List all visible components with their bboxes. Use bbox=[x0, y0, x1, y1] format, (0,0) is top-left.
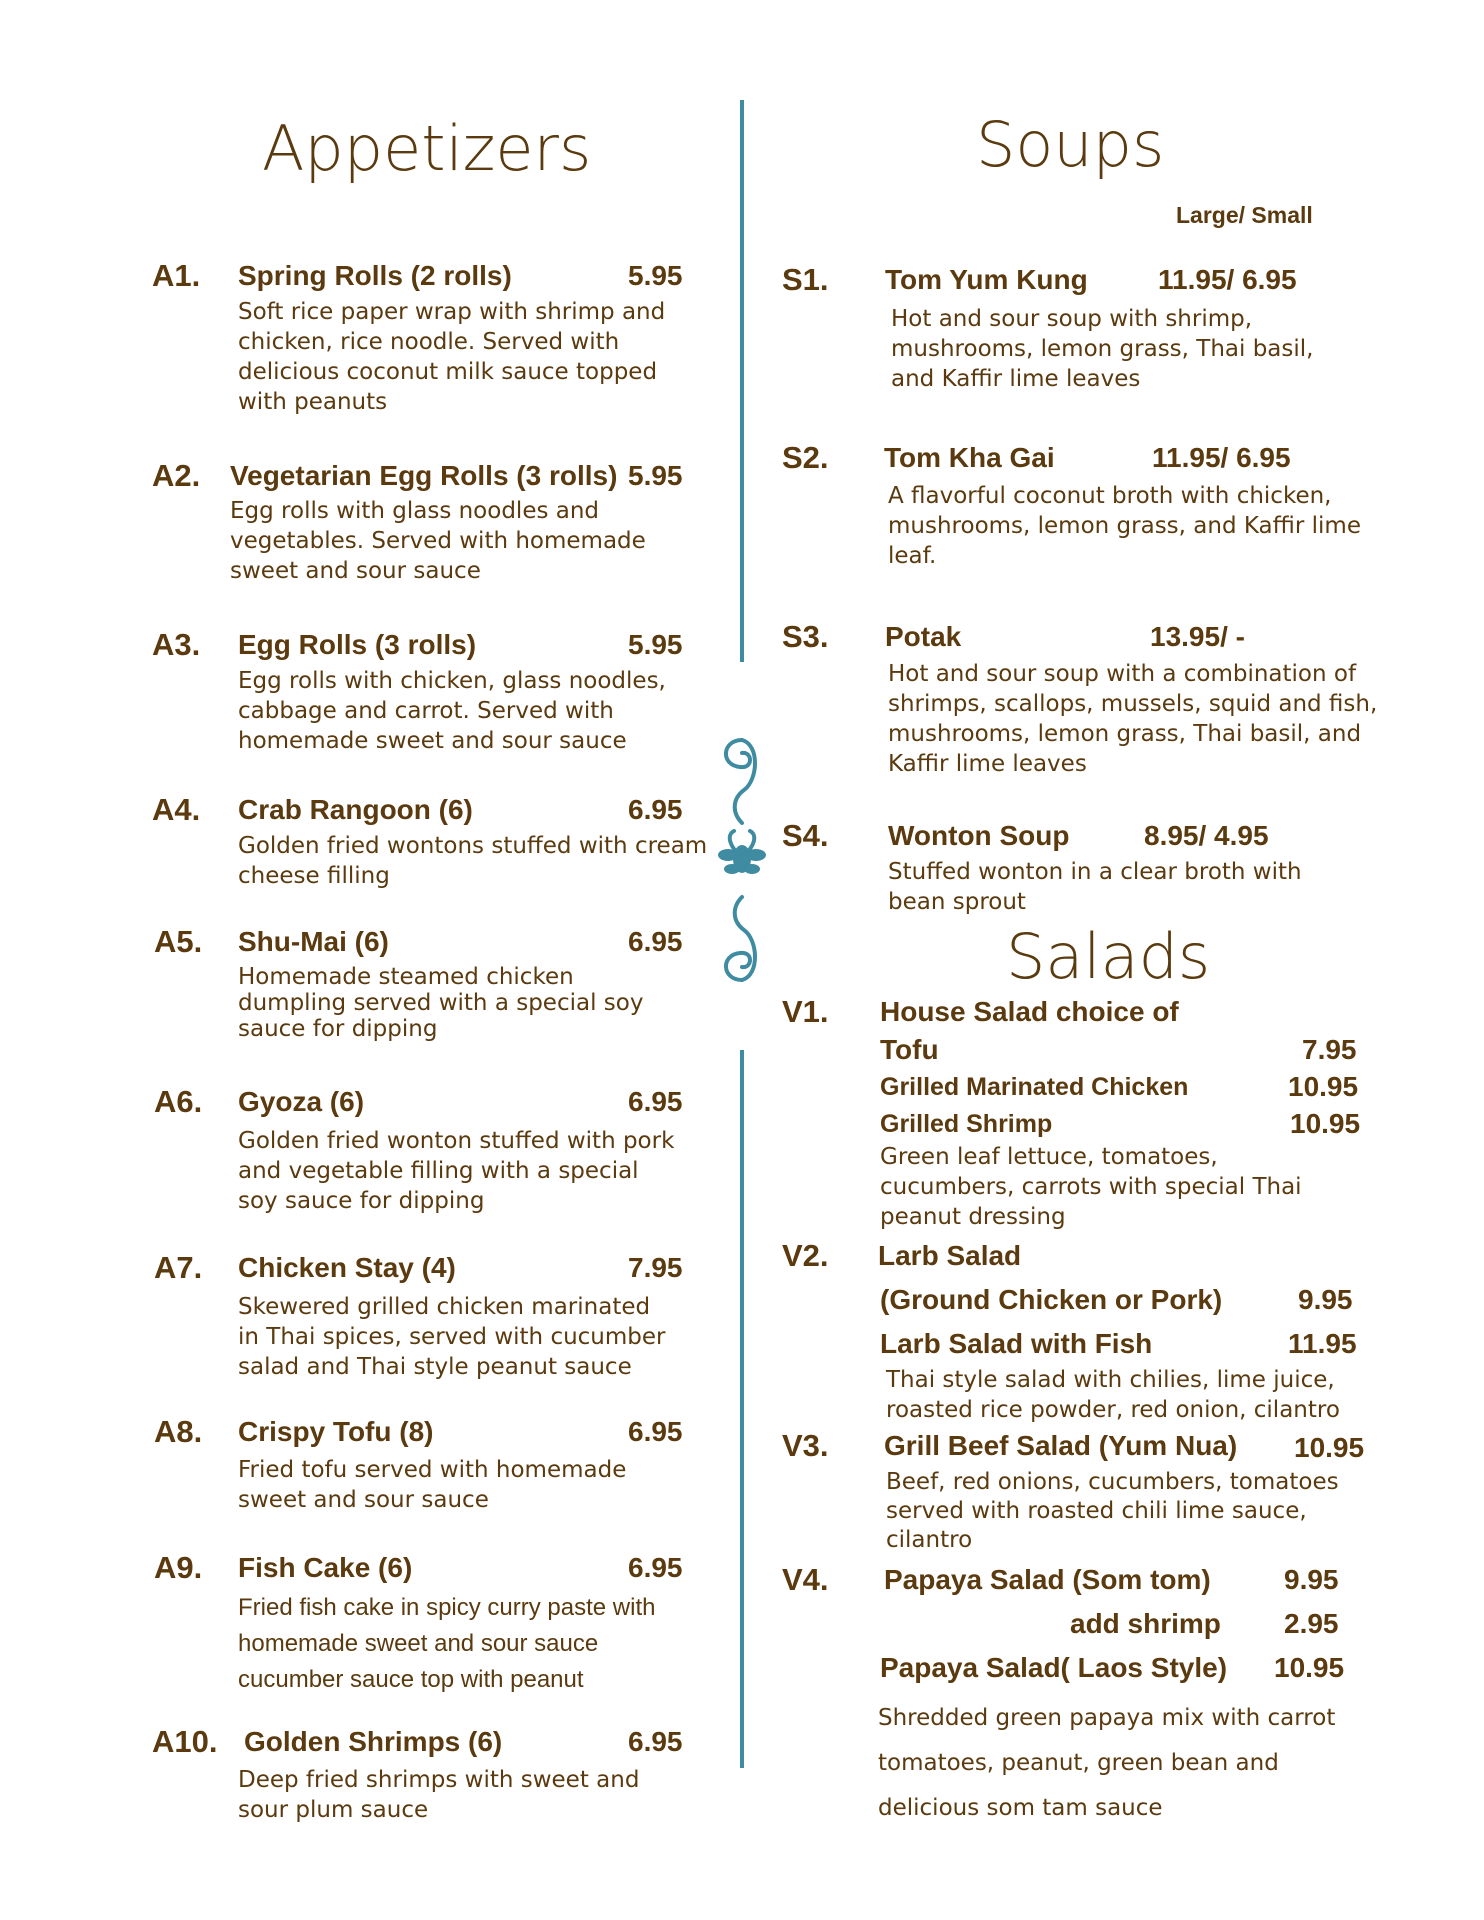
item-price: 6.95 bbox=[628, 1416, 683, 1447]
item-description: Fried fish cake in spicy curry paste with homemade sweet and sour sauce cucumber sauce top with peanut bbox=[238, 1594, 656, 1693]
item-code: V2. bbox=[782, 1238, 829, 1273]
item-name: Gyoza (6) bbox=[238, 1086, 365, 1117]
item-name: Potak bbox=[885, 621, 962, 652]
item-code: A6. bbox=[154, 1084, 203, 1119]
appetizers-title: Appetizers bbox=[262, 112, 592, 185]
item-price: 11.95/ 6.95 bbox=[1158, 264, 1297, 295]
item-price: 5.95 bbox=[628, 260, 683, 291]
item-name: Fish Cake (6) bbox=[238, 1552, 413, 1583]
item-name: Shu-Mai (6) bbox=[238, 926, 389, 957]
item-price: 6.95 bbox=[628, 1726, 683, 1757]
item-name: House Salad choice of bbox=[880, 996, 1179, 1027]
item-description: Beef, red onions, cucumbers, tomatoes served with roasted chili lime sauce, cilantro bbox=[886, 1469, 1339, 1553]
item-price: 9.95 bbox=[1284, 1564, 1339, 1595]
scroll-ornament-icon bbox=[712, 735, 772, 985]
item-code: S4. bbox=[782, 818, 829, 853]
item-description: Golden fried wonton stuffed with pork and vegetable filling with a special soy sauce for dipping bbox=[238, 1128, 675, 1214]
item-description: Thai style salad with chilies, lime juice, roasted rice powder, red onion, cilantro bbox=[886, 1367, 1340, 1423]
option-fish: Larb Salad with Fish bbox=[880, 1328, 1153, 1359]
item-code: A7. bbox=[154, 1250, 203, 1285]
item-code: A5. bbox=[154, 924, 203, 959]
item-code: A2. bbox=[152, 458, 201, 493]
item-price: 6.95 bbox=[628, 1552, 683, 1583]
item-price: 11.95/ 6.95 bbox=[1152, 442, 1291, 473]
column-divider-bottom bbox=[740, 1050, 744, 1768]
item-name: Vegetarian Egg Rolls (3 rolls) bbox=[230, 460, 618, 491]
item-description: Fried tofu served with homemade sweet and sour sauce bbox=[238, 1457, 627, 1513]
item-description: Skewered grilled chicken marinated in Thai spices, served with cucumber salad and Thai style peanut sauce bbox=[238, 1294, 666, 1380]
item-code: V4. bbox=[782, 1562, 829, 1597]
item-price: 6.95 bbox=[628, 1086, 683, 1117]
item-code: A10. bbox=[152, 1724, 218, 1759]
addon-shrimp: add shrimp bbox=[1070, 1608, 1221, 1639]
item-name: Egg Rolls (3 rolls) bbox=[238, 629, 477, 660]
item-price: 5.95 bbox=[628, 460, 683, 491]
salads-title: Salads bbox=[1006, 920, 1211, 993]
item-description: Hot and sour soup with a combination of shrimps, scallops, mussels, squid and fish, mushrooms, lemon grass, Thai basil, and Kaffir lime leaves bbox=[888, 661, 1378, 777]
item-description: Deep fried shrimps with sweet and sour plum sauce bbox=[238, 1767, 640, 1823]
item-description: Soft rice paper wrap with shrimp and chicken, rice noodle. Served with delicious coconut milk sauce topped with peanuts bbox=[238, 299, 666, 415]
soup-size-header: Large/ Small bbox=[1176, 202, 1313, 228]
item-name: Grill Beef Salad (Yum Nua) bbox=[884, 1430, 1238, 1461]
item-description: Egg rolls with glass noodles and vegetables. Served with homemade sweet and sour sauce bbox=[230, 498, 646, 584]
item-price: 5.95 bbox=[628, 629, 683, 660]
item-name: Golden Shrimps (6) bbox=[244, 1726, 503, 1757]
item-code: A8. bbox=[154, 1414, 203, 1449]
item-description: A flavorful coconut broth with chicken, mushrooms, lemon grass, and Kaffir lime leaf. bbox=[888, 483, 1361, 569]
item-code: A9. bbox=[154, 1550, 203, 1585]
option-laos-style-price: 10.95 bbox=[1274, 1652, 1345, 1683]
item-price: 6.95 bbox=[628, 794, 683, 825]
item-description: Golden fried wontons stuffed with cream cheese filling bbox=[238, 833, 708, 889]
option-shrimp: Grilled Shrimp bbox=[880, 1110, 1053, 1138]
item-code: A4. bbox=[152, 792, 201, 827]
item-description: Hot and sour soup with shrimp, mushrooms, lemon grass, Thai basil, and Kaffir lime leaves bbox=[891, 306, 1314, 392]
item-name: Spring Rolls (2 rolls) bbox=[238, 260, 512, 291]
item-description: Shredded green papaya mix with carrot tomatoes, peanut, green bean and delicious som tam sauce bbox=[878, 1705, 1336, 1821]
item-name: Chicken Stay (4) bbox=[238, 1252, 456, 1283]
item-price: 7.95 bbox=[628, 1252, 683, 1283]
item-description: Egg rolls with chicken, glass noodles, cabbage and carrot. Served with homemade sweet and sour sauce bbox=[238, 668, 666, 754]
item-price: 6.95 bbox=[628, 926, 683, 957]
soups-title: Soups bbox=[976, 108, 1165, 181]
item-code: S2. bbox=[782, 440, 829, 475]
item-code: S1. bbox=[782, 262, 829, 297]
item-code: V3. bbox=[782, 1428, 829, 1463]
item-price: 13.95/ - bbox=[1150, 621, 1245, 652]
option-fish-price: 11.95 bbox=[1288, 1328, 1357, 1359]
column-divider-top bbox=[740, 100, 744, 662]
item-name: Wonton Soup bbox=[888, 820, 1070, 851]
item-name: Larb Salad bbox=[878, 1240, 1022, 1271]
option-tofu: Tofu bbox=[880, 1034, 939, 1065]
item-name: Crab Rangoon (6) bbox=[238, 794, 473, 825]
item-name: Crispy Tofu (8) bbox=[238, 1416, 434, 1447]
item-name: Tom Kha Gai bbox=[884, 442, 1055, 473]
item-code: S3. bbox=[782, 619, 829, 654]
option-ground-meat: (Ground Chicken or Pork) bbox=[880, 1284, 1223, 1315]
item-description: Green leaf lettuce, tomatoes, cucumbers, carrots with special Thai peanut dressing bbox=[880, 1144, 1302, 1230]
option-chicken: Grilled Marinated Chicken bbox=[880, 1073, 1189, 1101]
item-code: V1. bbox=[782, 994, 829, 1029]
option-laos-style: Papaya Salad( Laos Style) bbox=[880, 1652, 1228, 1683]
item-description: Stuffed wonton in a clear broth with bean sprout bbox=[888, 859, 1302, 915]
option-ground-meat-price: 9.95 bbox=[1298, 1284, 1353, 1315]
item-name: Papaya Salad (Som tom) bbox=[884, 1564, 1211, 1595]
item-price: 8.95/ 4.95 bbox=[1144, 820, 1269, 851]
addon-shrimp-price: 2.95 bbox=[1284, 1608, 1339, 1639]
item-code: A3. bbox=[152, 627, 201, 662]
item-price: 10.95 bbox=[1294, 1432, 1365, 1463]
option-tofu-price: 7.95 bbox=[1302, 1034, 1357, 1065]
item-description: Homemade steamed chicken dumpling served with a special soy sauce for dipping bbox=[238, 964, 644, 1042]
item-code: A1. bbox=[152, 258, 201, 293]
option-shrimp-price: 10.95 bbox=[1290, 1108, 1361, 1139]
option-chicken-price: 10.95 bbox=[1288, 1071, 1359, 1102]
item-name: Tom Yum Kung bbox=[885, 264, 1088, 295]
